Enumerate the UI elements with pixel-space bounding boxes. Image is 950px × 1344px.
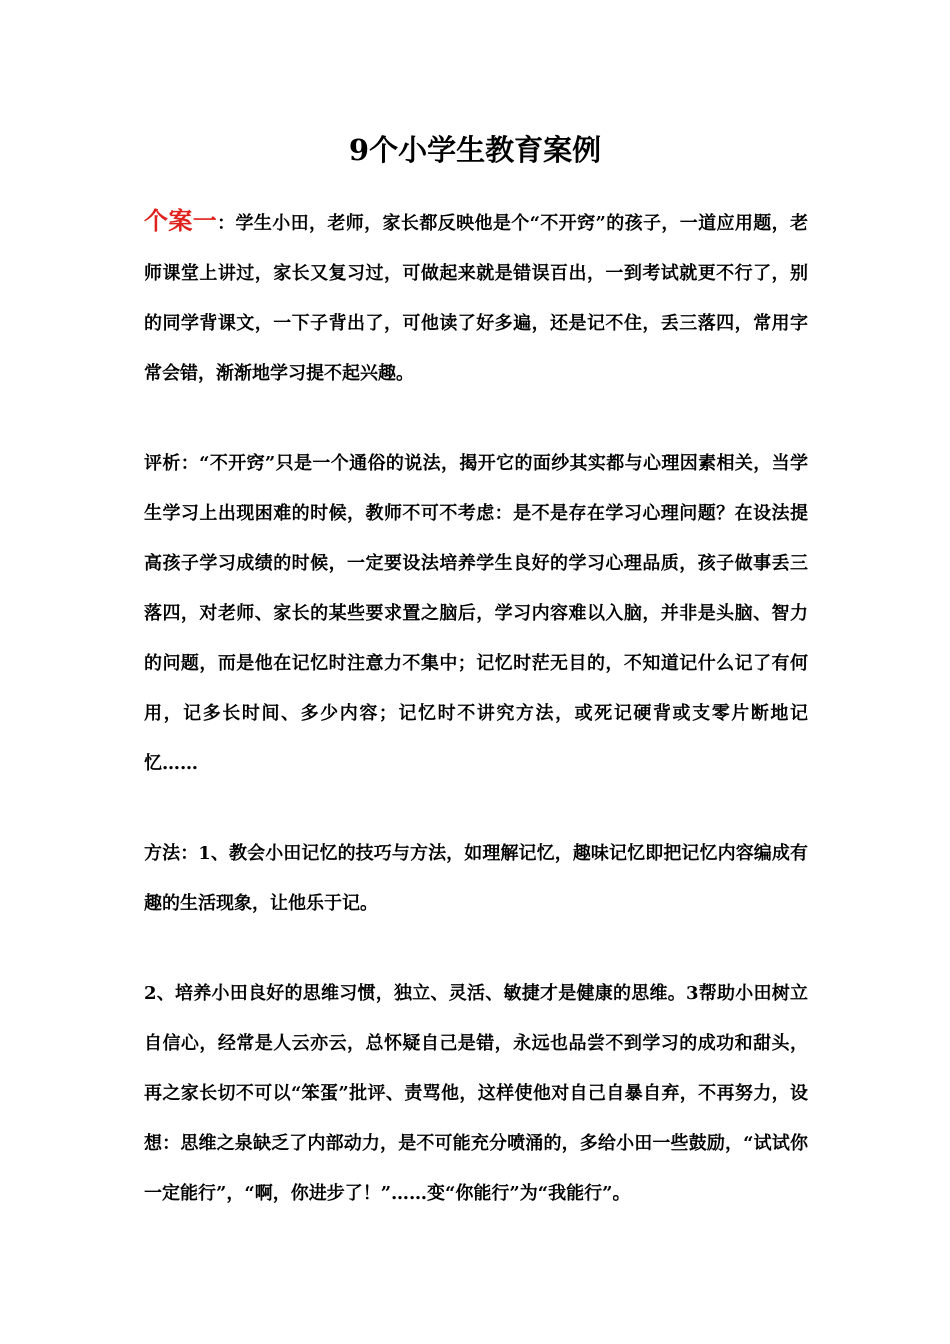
document-body — [144, 196, 808, 1219]
method1-paragraph: 方法：1、教会小田记忆的技巧与方法，如理解记忆，趣味记忆即把记忆内容编成有趣的生活现象，让他乐于记。 — [144, 843, 808, 914]
case1-text: ：学生小田，老师，家长都反映他是个“不开窍”的孩子，一道应用题，老师课堂上讲过，家长又复习过，可做起来就是错误百出，一到考试就更不行了，别的同学背课文，一下子背出了，可他读了好多遍，还是记不住，丢三落四，常用字常会错，渐渐地学习提不起兴趣。 — [144, 213, 808, 384]
paragraph-gap — [144, 789, 808, 829]
case1-paragraph — [144, 196, 808, 399]
paragraph-gap — [144, 929, 808, 969]
paragraph-gap — [144, 399, 808, 439]
document-title: 9个小学生教育案例 — [348, 133, 602, 167]
method2-paragraph: 2、培养小田良好的思维习惯，独立、灵活、敏捷才是健康的思维。3帮助小田树立自信心，经常是人云亦云，总怀疑自己是错，永远也品尝不到学习的成功和甜头，再之家长切不可以“笨蛋”批评、责骂他，这样使他对自己自暴自弃，不再努力，设想：思维之泉缺乏了内部动力，是不可能充分喷涌的，多给小田一些鼓励，“试试你一定能行”，“啊，你进步了！”……变“你能行”为“我能行”。 — [144, 983, 808, 1204]
analysis-paragraph: 评析：“不开窍”只是一个通俗的说法，揭开它的面纱其实都与心理因素相关，当学生学习上出现困难的时候，教师不可不考虑：是不是存在学习心理问题？在设法提高孩子学习成绩的时候，一定要设法培养学生良好的学习心理品质，孩子做事丢三落四，对老师、家长的某些要求置之脑后，学习内容难以入脑，并非是头脑、智力的问题，而是他在记忆时注意力不集中；记忆时茫无目的，不知道记什么记了有何用，记多长时间、多少内容；记忆时不讲究方法，或死记硬背或支零片断地记忆…… — [144, 453, 808, 774]
case1-label: 个案一 — [144, 206, 218, 235]
